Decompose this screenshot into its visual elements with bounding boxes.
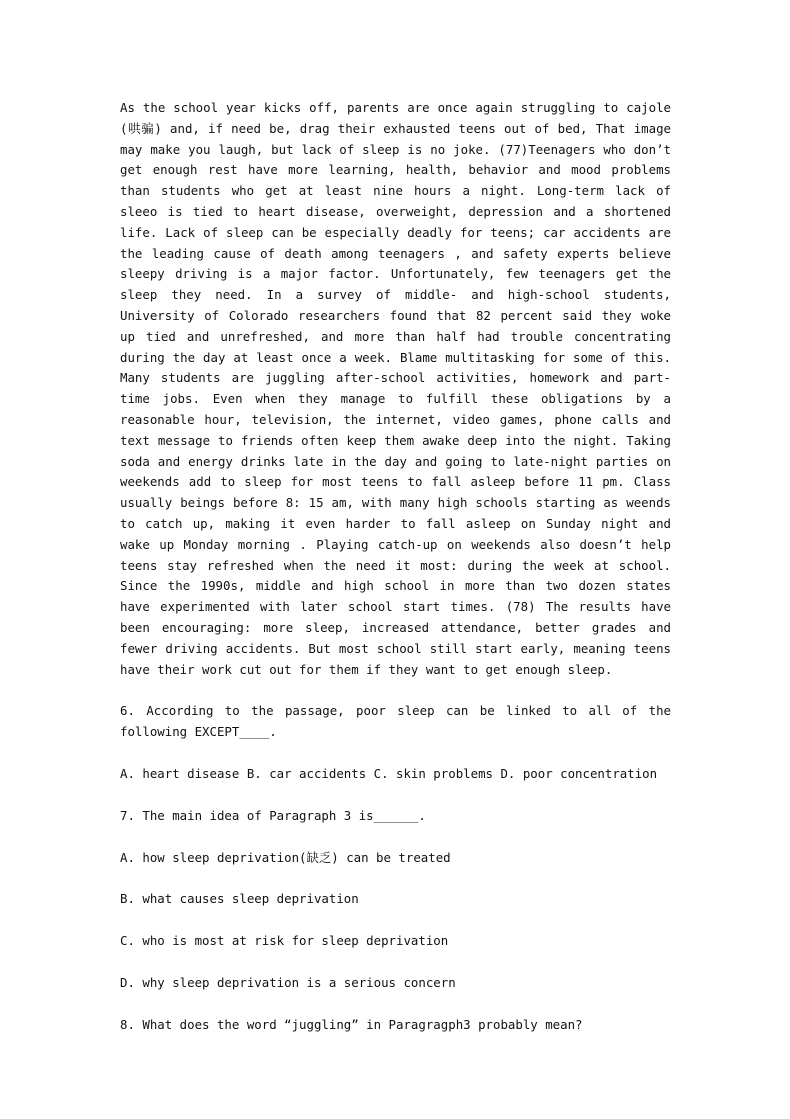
reading-passage: As the school year kicks off, parents are once again struggling to cajole (哄骗) and, if need be, drag their exhausted teens out of bed, That image may make you laugh, but lack of sleep is no joke. (77)Teenagers who don’t get enough rest have more learning, health, behavior and mood problems than students who get at least nine hours a night. Long-term lack of sleeo is tied to heart disease, overweight, depression and a shortened life. Lack of sleep can be especially deadly for teens; car accidents are the leading cause of death among teenagers , and safety experts believe sleepy driving is a major factor. Unfortunately, few teenagers get the sleep they need. In a survey of middle- and high-school students, University of Colorado researchers found that 82 percent said they woke up tied and unrefreshed, and more than half had trouble concentrating during the day at least once a week. Blame multitasking for some of this. Many students are juggling after-school activities, homework and part-time jobs. Even when they manage to fulfill these obligations by a reasonable hour, television, the internet, video games, phone calls and text message to friends often keep them awake deep into the night. Taking soda and energy drinks late in the day and going to late-night parties on weekends add to sleep for most teens to fall asleep before 11 pm. Class usually beings before 8: 15 am, with many high schools starting as weends to catch up, making it even harder to fall asleep on Sunday night and wake up Monday morning . Playing catch-up on weekends also doesn’t help teens stay refreshed when the need it most: during the week at school. Since the 1990s, middle and high school in more than two dozen states have experimented with later school start times. (78) The results have been encouraging: more sleep, increased attendance, better grades and fewer driving accidents. But most school still start early, meaning teens have their work cut out for them if they want to get enough sleep. (120, 100, 671, 677)
question-6-options: A. heart disease B. car accidents C. skin problems D. poor concentration (120, 765, 658, 781)
document-page (120, 98, 671, 1035)
question-6-stem: 6. According to the passage, poor sleep can be linked to all of the following EXCEPT____. (120, 703, 671, 740)
question-8-stem: 8. What does the word “juggling” in Paragragph3 probably mean? (120, 1016, 583, 1032)
question-7-stem: 7. The main idea of Paragraph 3 is______. (120, 807, 426, 823)
question-7-option-b: B. what causes sleep deprivation (120, 891, 359, 907)
question-7-option-d: D. why sleep deprivation is a serious concern (120, 974, 456, 990)
question-7-option-a: A. how sleep deprivation(缺乏) can be treated (120, 849, 451, 865)
question-7-option-c: C. who is most at risk for sleep deprivation (120, 933, 449, 949)
